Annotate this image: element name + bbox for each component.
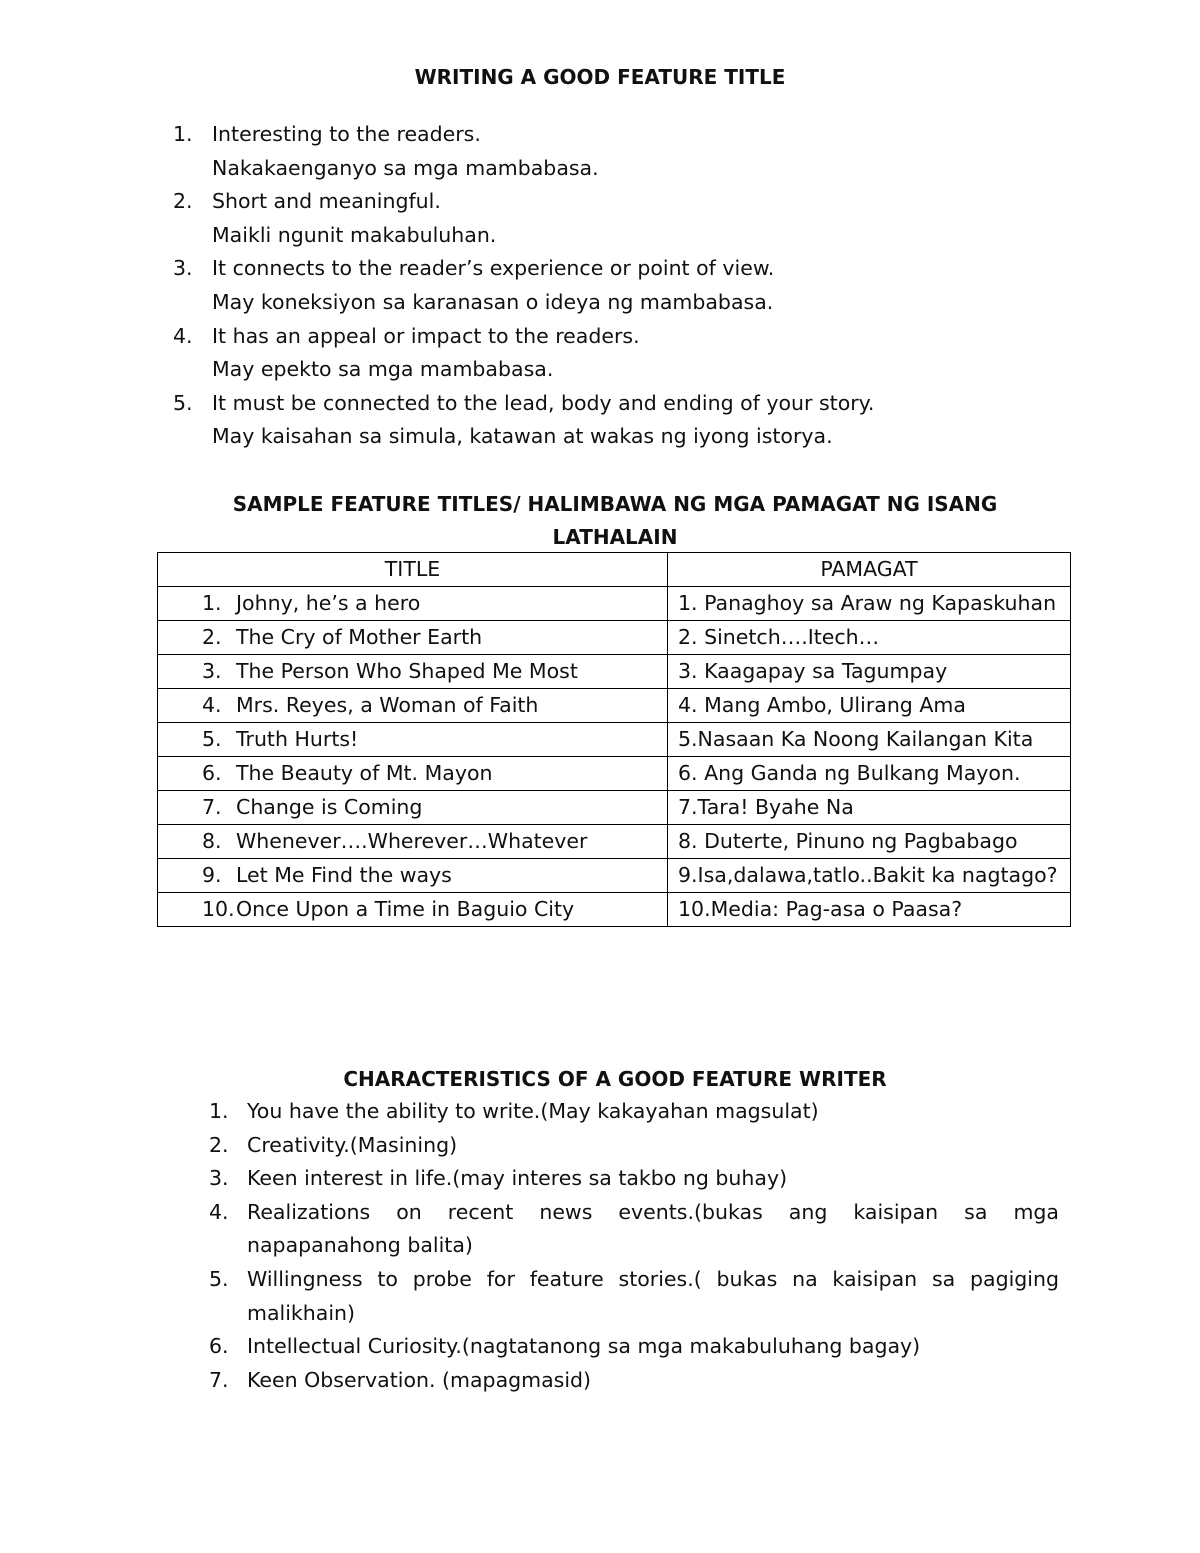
row-number: 5. — [202, 727, 222, 751]
samples-heading-line1: SAMPLE FEATURE TITLES/ HALIMBAWA NG MGA PAMAGAT NG ISANG — [232, 492, 998, 516]
list-number: 4. — [209, 1199, 229, 1224]
title-cell — [158, 893, 668, 927]
row-number: 2. — [202, 625, 222, 649]
characteristics-list — [209, 1095, 1059, 1397]
title-text: Let Me Find the ways — [236, 863, 452, 887]
title-cell — [158, 621, 668, 655]
characteristic-text: Realizations on recent news events.(bukas ang kaisipan sa mga napapanahong balita) — [247, 1199, 1059, 1258]
list-number: 2. — [173, 189, 193, 214]
row-number: 4. — [202, 693, 222, 717]
list-number: 5. — [173, 390, 193, 415]
pamagat-cell: 8. Duterte, Pinuno ng Pagbabago — [668, 825, 1071, 859]
list-number: 3. — [173, 256, 193, 281]
guideline-filipino: Maikli ngunit makabuluhan. — [212, 222, 497, 247]
list-item — [209, 1364, 1059, 1398]
title-text: Truth Hurts! — [236, 727, 359, 751]
list-number: 1. — [209, 1099, 229, 1123]
guideline-filipino: Nakakaenganyo sa mga mambabasa. — [212, 155, 599, 180]
list-item — [209, 1162, 1059, 1196]
characteristics-heading: CHARACTERISTICS OF A GOOD FEATURE WRITER — [343, 1067, 887, 1091]
table-row — [158, 791, 1071, 825]
guideline-filipino: May kaisahan sa simula, katawan at wakas ng iyong istorya. — [212, 424, 833, 449]
list-number: 6. — [209, 1334, 229, 1359]
sample-titles-table — [157, 552, 1071, 927]
list-item — [173, 118, 1073, 185]
pamagat-cell: 3. Kaagapay sa Tagumpay — [668, 655, 1071, 689]
characteristic-text: You have the ability to write.(May kakayahan magsulat) — [247, 1099, 819, 1123]
table-row — [158, 621, 1071, 655]
row-number: 6. — [202, 761, 222, 785]
guideline-filipino: May koneksiyon sa karanasan o ideya ng mambabasa. — [212, 289, 774, 314]
list-item — [173, 387, 1073, 454]
list-item — [209, 1095, 1059, 1129]
characteristic-text: Creativity.(Masining) — [247, 1132, 458, 1157]
characteristic-text: Intellectual Curiosity.(nagtatanong sa mga makabuluhang bagay) — [247, 1334, 921, 1359]
table-row — [158, 825, 1071, 859]
pamagat-cell: 4. Mang Ambo, Ulirang Ama — [668, 689, 1071, 723]
guideline-english: It must be connected to the lead, body and ending of your story. — [212, 390, 875, 415]
pamagat-cell: 5.Nasaan Ka Noong Kailangan Kita — [668, 723, 1071, 757]
title-text: Change is Coming — [236, 795, 423, 819]
title-text: Once Upon a Time in Baguio City — [236, 897, 575, 921]
list-number: 3. — [209, 1166, 229, 1191]
row-number: 1. — [202, 591, 222, 615]
samples-heading — [160, 488, 1070, 554]
pamagat-cell: 7.Tara! Byahe Na — [668, 791, 1071, 825]
pamagat-cell: 1. Panaghoy sa Araw ng Kapaskuhan — [668, 587, 1071, 621]
guideline-filipino: May epekto sa mga mambabasa. — [212, 357, 554, 382]
title-text: Whenever….Wherever…Whatever — [236, 829, 588, 853]
title-cell — [158, 723, 668, 757]
table-row — [158, 655, 1071, 689]
guideline-english: Short and meaningful. — [212, 189, 441, 214]
title-text: The Beauty of Mt. Mayon — [236, 761, 493, 785]
title-text: Mrs. Reyes, a Woman of Faith — [236, 693, 539, 717]
title-text: Johny, he’s a hero — [236, 591, 421, 615]
list-number: 2. — [209, 1132, 229, 1157]
list-item — [209, 1129, 1059, 1163]
characteristic-text: Keen interest in life.(may interes sa takbo ng buhay) — [247, 1166, 788, 1191]
title-cell — [158, 757, 668, 791]
table-row — [158, 723, 1071, 757]
characteristic-text: Keen Observation. (mapagmasid) — [247, 1367, 592, 1392]
table-row — [158, 587, 1071, 621]
title-cell — [158, 689, 668, 723]
pamagat-cell: 6. Ang Ganda ng Bulkang Mayon. — [668, 757, 1071, 791]
title-cell — [158, 791, 668, 825]
title-cell — [158, 825, 668, 859]
column-header-pamagat: PAMAGAT — [668, 553, 1071, 587]
table-row — [158, 859, 1071, 893]
list-number: 4. — [173, 323, 193, 348]
list-number: 7. — [209, 1367, 229, 1392]
row-number: 7. — [202, 795, 222, 819]
list-number: 1. — [173, 122, 193, 146]
guidelines-list — [173, 118, 1073, 454]
list-item — [209, 1196, 1059, 1263]
pamagat-cell: 10.Media: Pag-asa o Paasa? — [668, 893, 1071, 927]
row-number: 9. — [202, 863, 222, 887]
title-text: The Person Who Shaped Me Most — [236, 659, 578, 683]
title-cell — [158, 655, 668, 689]
guideline-english: It has an appeal or impact to the readers. — [212, 323, 640, 348]
list-item — [209, 1263, 1059, 1330]
guideline-english: Interesting to the readers. — [212, 122, 481, 146]
list-item — [173, 320, 1073, 387]
table-header-row — [158, 553, 1071, 587]
table-row — [158, 757, 1071, 791]
list-item — [209, 1330, 1059, 1364]
row-number: 3. — [202, 659, 222, 683]
samples-heading-line2: LATHALAIN — [552, 525, 678, 549]
row-number: 8. — [202, 829, 222, 853]
list-number: 5. — [209, 1266, 229, 1291]
pamagat-cell: 9.Isa,dalawa,tatlo..Bakit ka nagtago? — [668, 859, 1071, 893]
characteristic-text: Willingness to probe for feature stories.( bukas na kaisipan sa pagiging malikhain) — [247, 1266, 1059, 1325]
title-cell — [158, 587, 668, 621]
title-cell — [158, 859, 668, 893]
row-number: 10. — [202, 897, 235, 921]
page-title: WRITING A GOOD FEATURE TITLE — [414, 65, 786, 89]
list-item — [173, 252, 1073, 319]
pamagat-cell: 2. Sinetch….Itech… — [668, 621, 1071, 655]
column-header-title: TITLE — [158, 553, 668, 587]
table-row — [158, 893, 1071, 927]
title-text: The Cry of Mother Earth — [236, 625, 483, 649]
list-item — [173, 185, 1073, 252]
table-row — [158, 689, 1071, 723]
guideline-english: It connects to the reader’s experience or point of view. — [212, 256, 775, 281]
